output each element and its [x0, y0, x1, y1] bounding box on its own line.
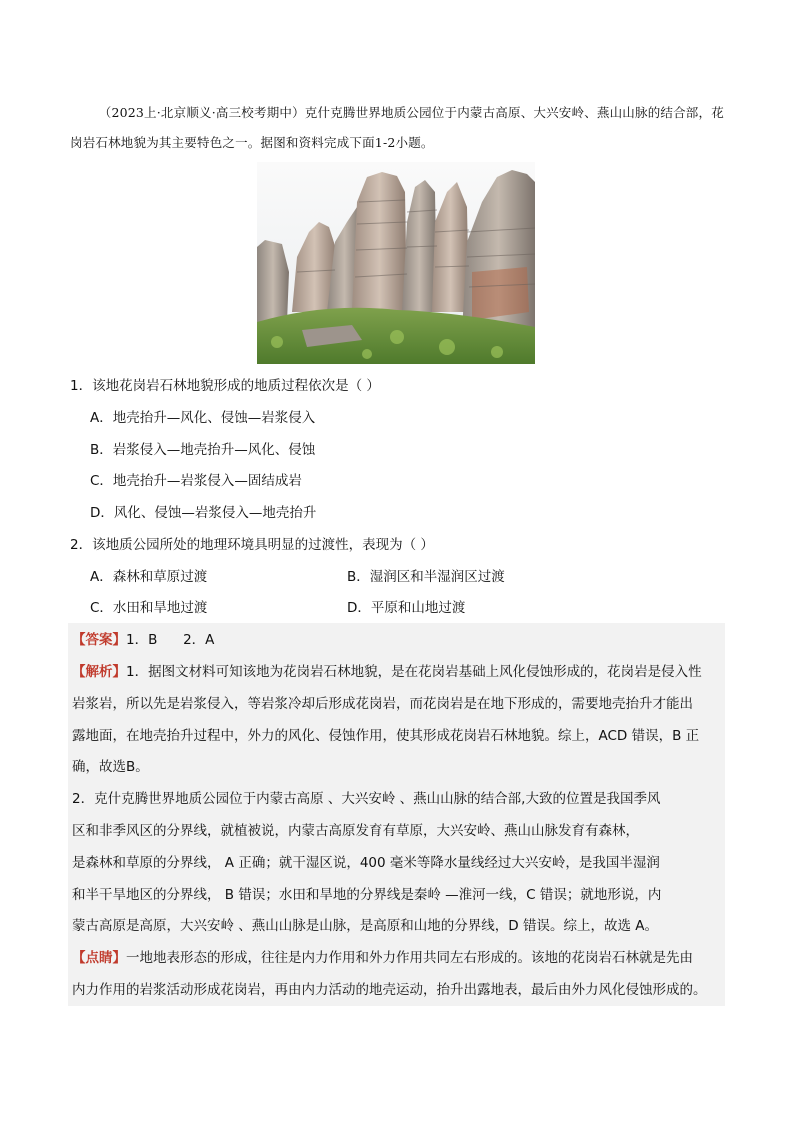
answer-line	[72, 630, 214, 650]
analysis-line-2: 岩浆岩，所以先是岩浆侵入，等岩浆冷却后形成花岗岩，而花岗岩是在地下形成的，需要地壳抬升才能出	[72, 696, 693, 712]
q2-option-a: A．森林和草原过渡	[90, 569, 208, 585]
comment-line-1	[72, 948, 693, 968]
comment-line-2: 内力作用的岩浆活动形成花岗岩，再由内力活动的地壳运动，抬升出露地表，最后由外力风化侵蚀形成的。	[72, 982, 707, 998]
granite-stone-forest-photo	[257, 162, 535, 364]
analysis-line-8: 和半干旱地区的分界线， B 错误；水田和旱地的分界线是秦岭 —淮河一线，C 错误；就地形说，内	[72, 887, 662, 903]
q2-option-b: B．湿润区和半湿润区过渡	[347, 569, 505, 585]
q2-option-c: C．水田和旱地过渡	[90, 600, 208, 616]
q1-option-b: B．岩浆侵入—地壳抬升—风化、侵蚀	[90, 442, 316, 458]
answer-text: 1．B 2．A	[126, 632, 215, 648]
q1-option-d: D．风化、侵蚀—岩浆侵入—地壳抬升	[90, 505, 317, 521]
analysis-line-6: 区和非季风区的分界线，就植被说，内蒙古高原发育有草原，大兴安岭、燕山山脉发育有森林，	[72, 823, 639, 839]
q1-option-a: A．地壳抬升—风化、侵蚀—岩浆侵入	[90, 410, 316, 426]
question-1-stem: 1．该地花岗岩石林地貌形成的地质过程依次是（ ）	[70, 378, 380, 394]
comment-text: 一地地表形态的形成，往往是内力作用和外力作用共同左右形成的。该地的花岗岩石林就是先由	[126, 950, 693, 966]
analysis-text: 1．据图文材料可知该地为花岗岩石林地貌，是在花岗岩基础上风化侵蚀形成的，花岗岩是侵入性	[126, 664, 702, 680]
analysis-line-1	[72, 662, 702, 682]
q1-option-c: C．地壳抬升—岩浆侵入—固结成岩	[90, 473, 302, 489]
analysis-line-7: 是森林和草原的分界线， A 正确；就干湿区说，400 毫米等降水量线经过大兴安岭，是我国半湿润	[72, 855, 660, 871]
comment-tag: 【点睛】	[72, 950, 126, 966]
answer-tag: 【答案】	[72, 632, 126, 648]
analysis-line-9: 蒙古高原是高原，大兴安岭 、燕山山脉是山脉，是高原和山地的分界线，D 错误。综上，故选 A。	[72, 918, 659, 934]
question-2-stem: 2．该地质公园所处的地理环境具明显的过渡性，表现为（ ）	[70, 537, 434, 553]
intro-paragraph: （2023上·北京顺义·高三校考期中）克什克腾世界地质公园位于内蒙古高原、大兴安岭、燕山山脉的结合部，花岗岩石林地貌为其主要特色之一。据图和资料完成下面1-2小题。	[70, 105, 724, 150]
analysis-line-3: 露地面，在地壳抬升过程中，外力的风化、侵蚀作用，使其形成花岗岩石林地貌。综上，ACD 错误，B 正	[72, 728, 700, 744]
analysis-tag: 【解析】	[72, 664, 126, 680]
analysis-line-4: 确，故选B。	[72, 759, 149, 775]
analysis-line-5: 2．克什克腾世界地质公园位于内蒙古高原 、大兴安岭 、燕山山脉的结合部,大致的位置是我国季风	[72, 791, 661, 807]
q2-option-d: D．平原和山地过渡	[347, 600, 466, 616]
